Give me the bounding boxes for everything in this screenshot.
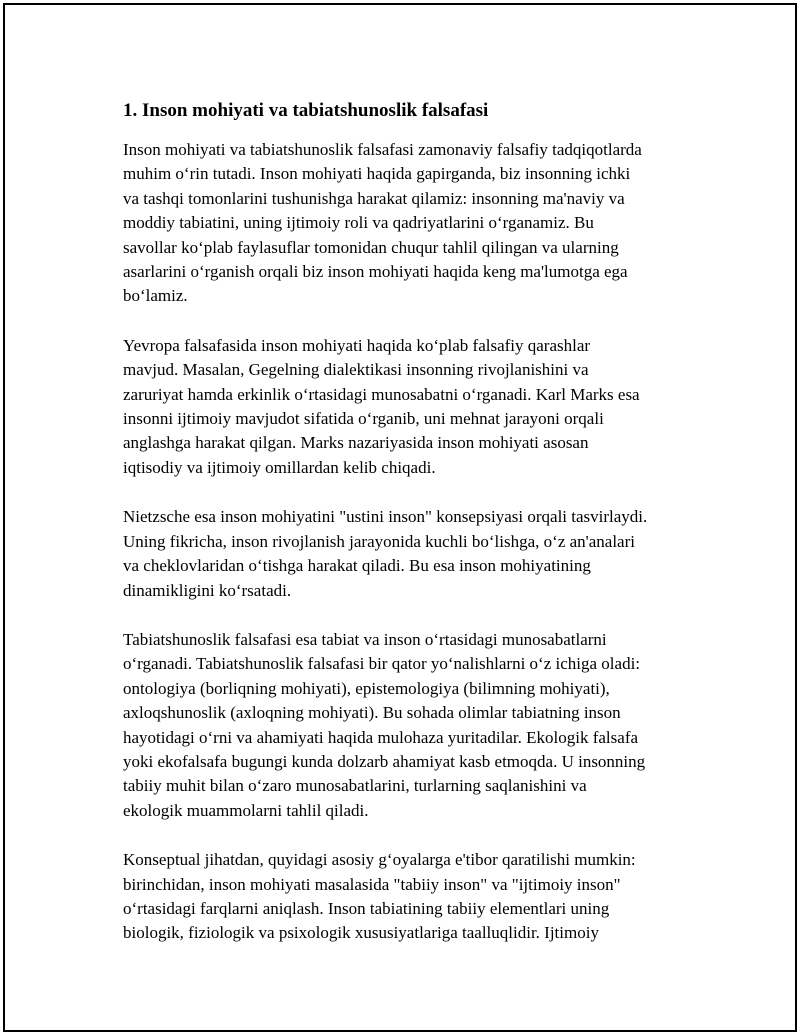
paragraph-inson-mohiyati: Inson mohiyati va tabiatshunoslik falsafasi zamonaviy falsafiy tadqiqotlarda muhim o‘rin tutadi. Inson mohiyati haqida gapirganda, biz insonning ichki va tashqi tomonlarini tushunishga harakat qilamiz: insonning ma'naviy va moddiy tabiatini, uning ijtimoiy roli va qadriyatlarini o‘rganamiz. Bu savollar ko‘plab faylasuflar tomonidan chuqur tahlil qilingan va ularning asarlarini o‘rganish orqali biz inson mohiyati haqida keng ma'lumotga ega bo‘lamiz. bbox=[123, 140, 642, 306]
document-page bbox=[3, 3, 797, 1032]
paragraph-tabiatshunoslik: Tabiatshunoslik falsafasi esa tabiat va inson o‘rtasidagi munosabatlarni o‘rganadi. Tabiatshunoslik falsafasi bir qator yo‘nalishlarni o‘z ichiga oladi: ontologiya (borliqning mohiyati), epistemologiya (bilimning mohiyati), axloqshunoslik (axloqning mohiyati). Bu sohada olimlar tabiatning inson hayotidagi o‘rni va ahamiyati haqida mulohaza yuritadilar. Ekologik falsafa yoki ekofalsafa bugungi kunda dolzarb ahamiyat kasb etmoqda. U insonning tabiiy muhit bilan o‘zaro munosabatlarini, turlarning saqlanishini va ekologik muammolarni tahlil qiladi. bbox=[123, 629, 646, 820]
paragraph-yevropa-falsafasi: Yevropa falsafasida inson mohiyati haqida ko‘plab falsafiy qarashlar mavjud. Masalan, Gegelning dialektikasi insonning rivojlanishini va zaruriyat hamda erkinlik o‘rtasidagi munosabatni o‘rganadi. Karl Marks esa insonni ijtimoiy mavjudot sifatida o‘rganib, uni mehnat jarayoni orqali anglashga harakat qilgan. Marks nazariyasida inson mohiyati asosan iqtisodiy va ijtimoiy omillardan kelib chiqadi. bbox=[123, 335, 640, 477]
paragraph-nietzsche: Nietzsche esa inson mohiyatini "ustini inson" konsepsiyasi orqali tasvirlaydi. Uning fikricha, inson rivojlanish jarayonida kuchli bo‘lishga, o‘z an'analari va cheklovlaridan o‘tishga harakat qiladi. Bu esa inson mohiyatining dinamikligini ko‘rsatadi. bbox=[123, 507, 648, 600]
document-body bbox=[123, 97, 708, 971]
paragraph-konseptual: Konseptual jihatdan, quyidagi asosiy g‘oyalarga e'tibor qaratilishi mumkin: birinchidan, inson mohiyati masalasida "tabiiy inson" va "ijtimoiy inson" o‘rtasidagi farqlarni aniqlash. Inson tabiatining tabiiy elementlari uning biologik, fiziologik va psixologik xususiyatlariga taalluqlidir. Ijtimoiy bbox=[123, 850, 636, 943]
section-heading: 1. Inson mohiyati va tabiatshunoslik falsafasi bbox=[123, 100, 489, 121]
